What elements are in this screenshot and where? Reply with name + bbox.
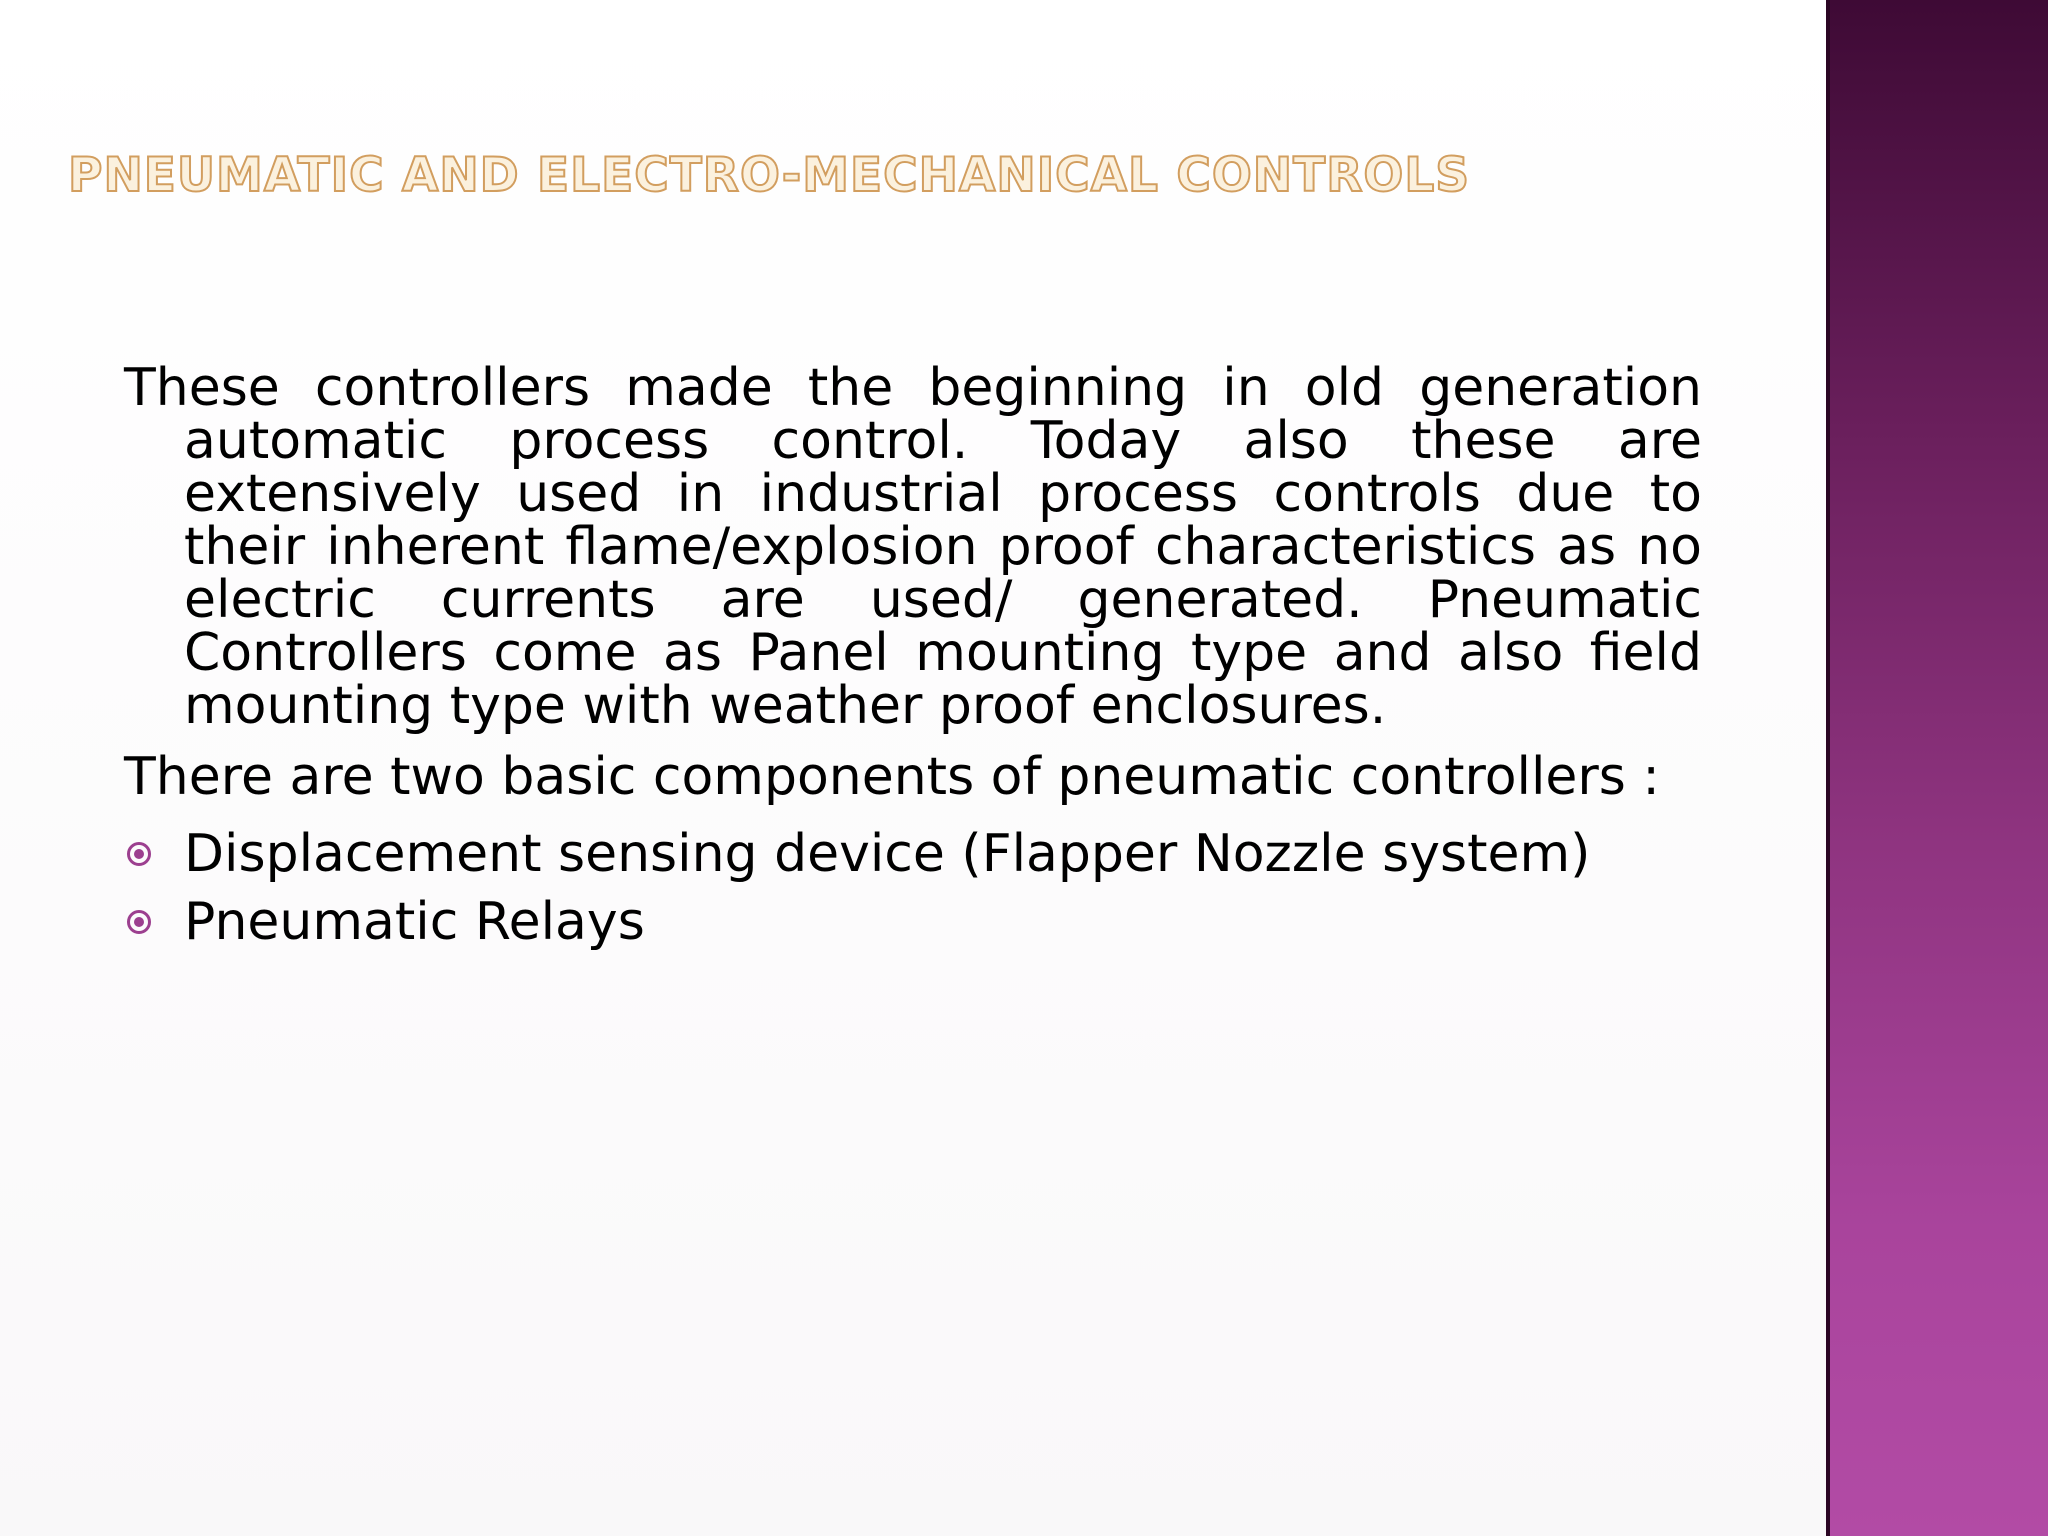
bullet-list (124, 820, 1702, 956)
bullet-item-pneumatic-relays (124, 888, 1702, 956)
circled-dot-icon (126, 909, 152, 935)
paragraph-intro: These controllers made the beginning in old generation automatic process control. Today also these are extensively used in industrial process controls due to their inherent flame/explosion proof characteristics as no electric currents are used/ generated. Pneumatic Controllers come as Panel mounting type and also field mounting type with weather proof enclosures. (124, 358, 1702, 736)
bullet-text: Pneumatic Relays (184, 892, 645, 952)
slide-body (124, 358, 1702, 956)
bullet-text: Displacement sensing device (Flapper Nozzle system) (184, 824, 1591, 884)
paragraph-components: There are two basic components of pneumatic controllers : (124, 747, 1660, 807)
slide-title: PNEUMATIC AND ELECTRO-MECHANICAL CONTROLS (68, 148, 1471, 203)
decorative-sidebar (1826, 0, 2048, 1536)
bullet-item-displacement-sensing (124, 820, 1702, 888)
circled-dot-icon (126, 841, 152, 867)
